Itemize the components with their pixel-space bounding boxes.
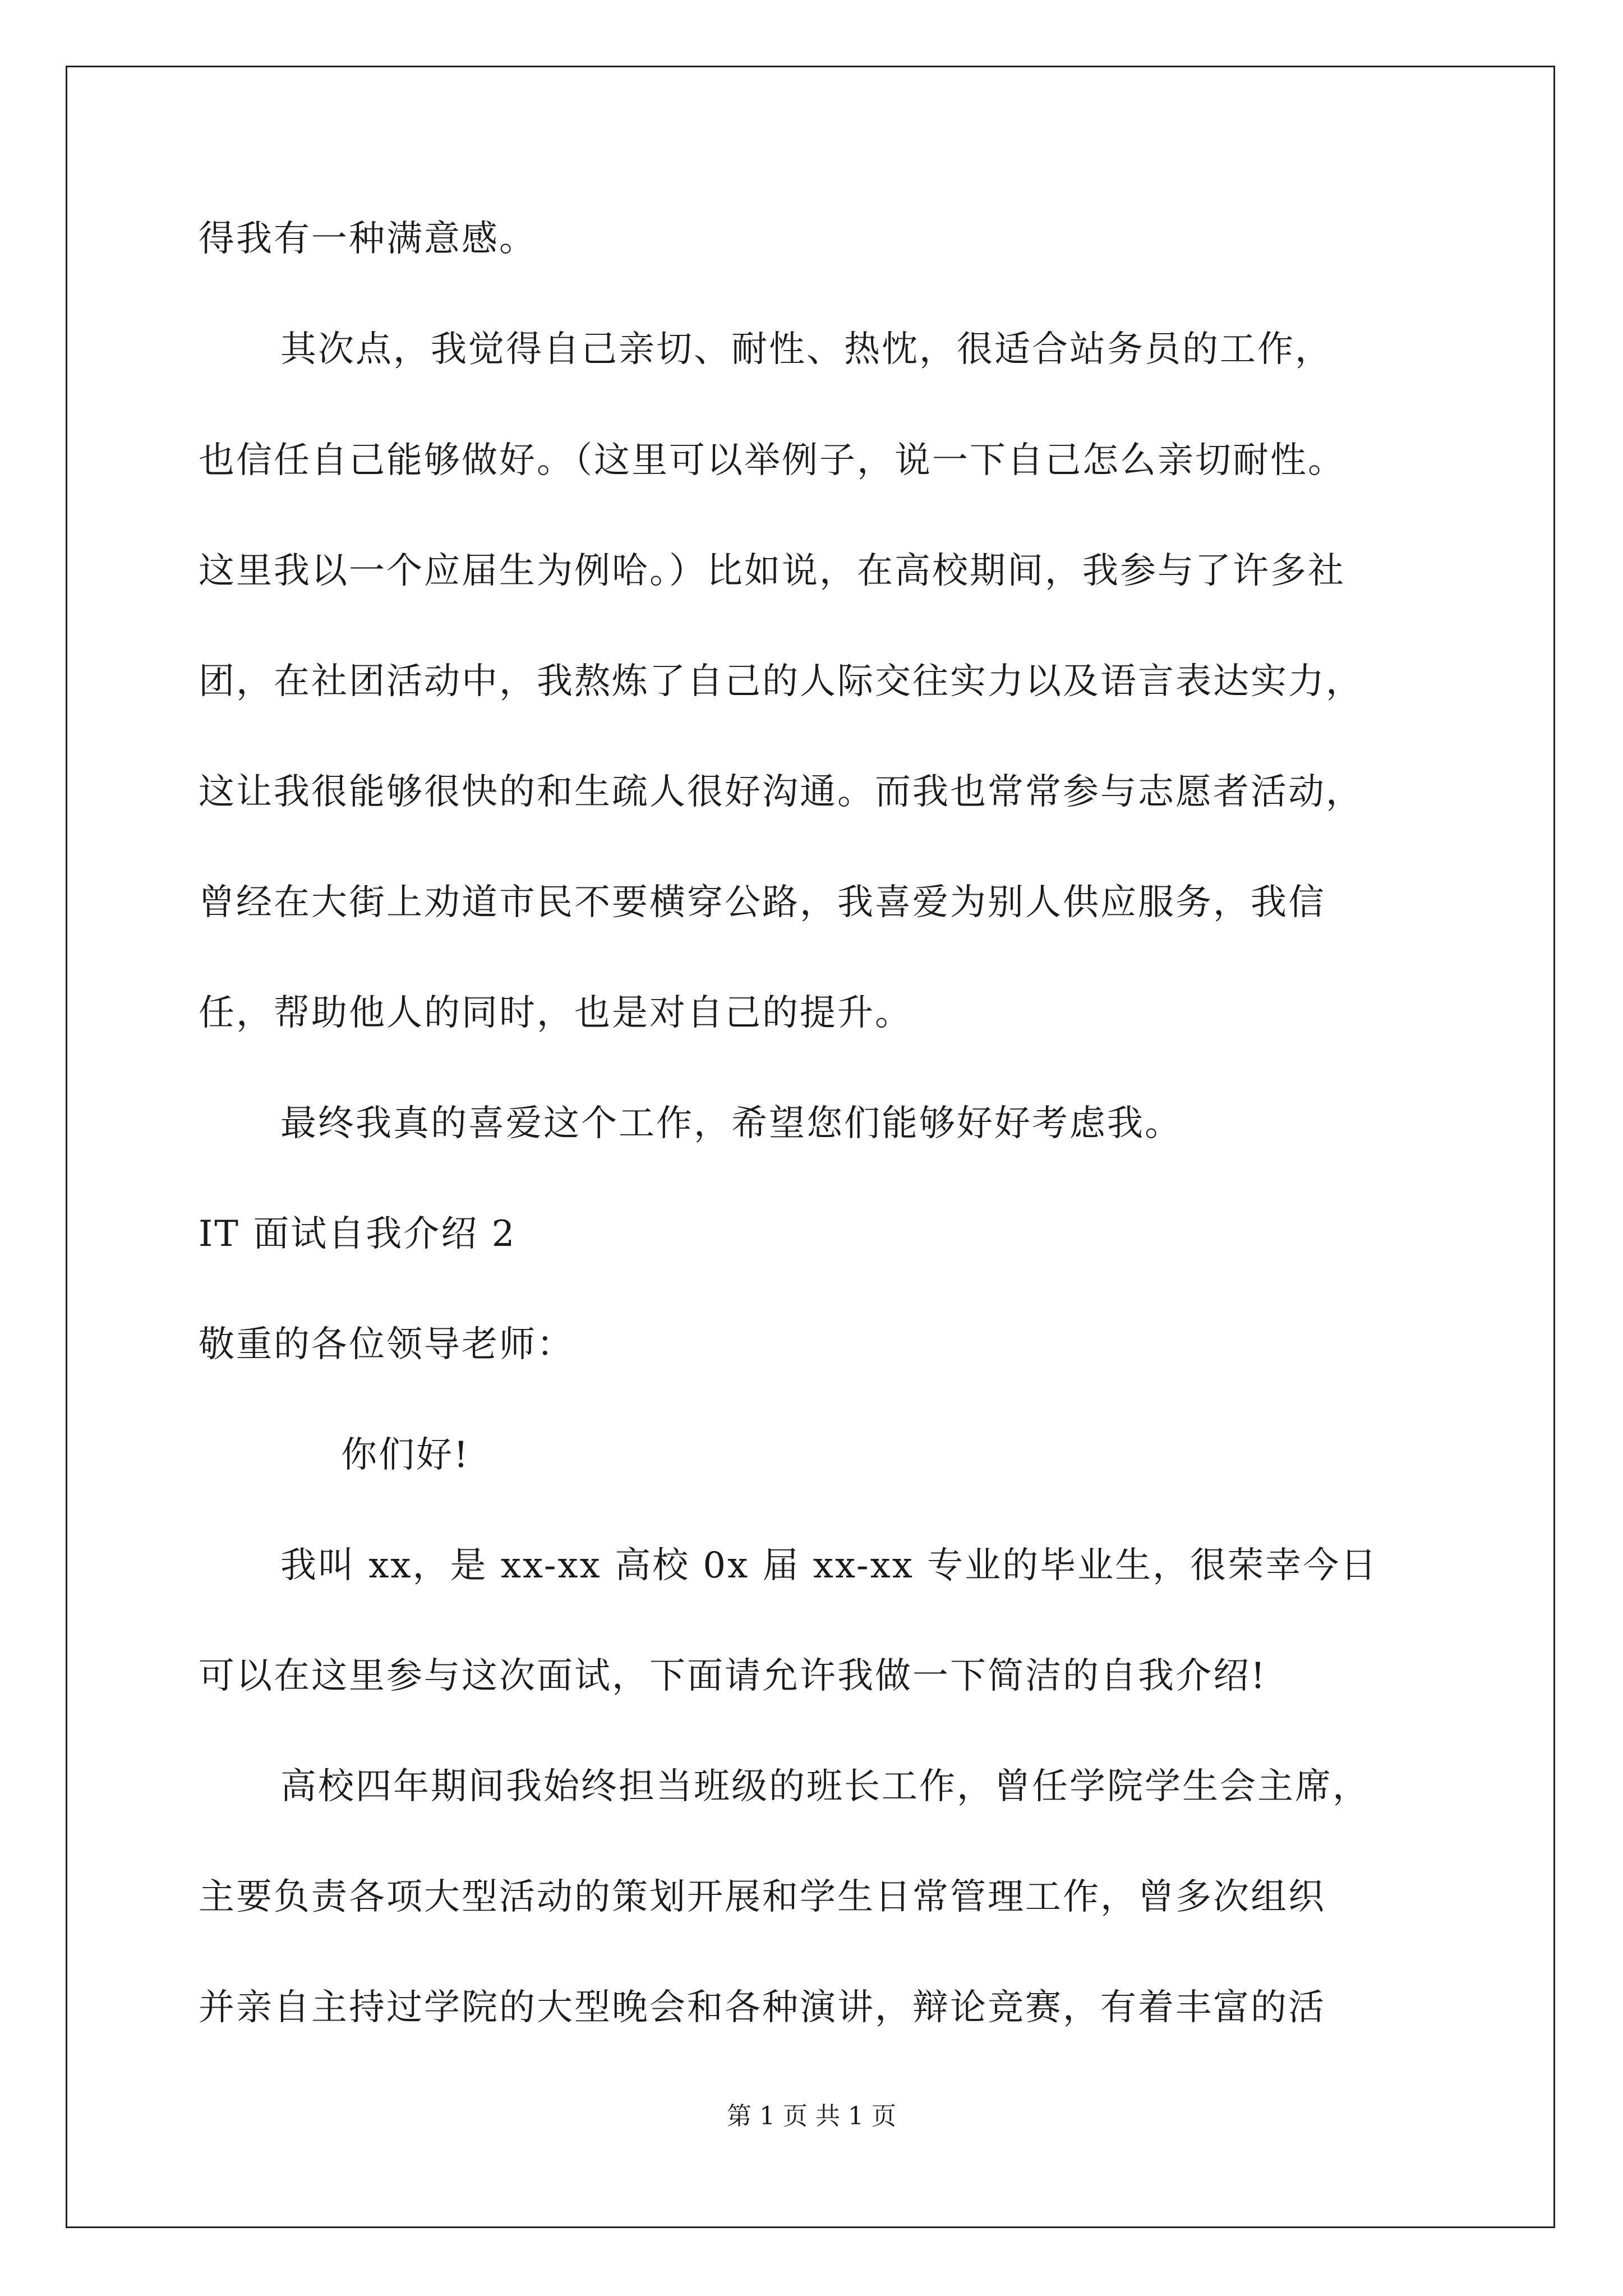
- text-line: 我叫 xx，是 xx-xx 高校 0x 届 xx-xx 专业的毕业生，很荣幸今日: [280, 1545, 1378, 1586]
- text-line: 最终我真的喜爱这个工作，希望您们能够好好考虑我。: [280, 1103, 1182, 1144]
- section-heading: IT 面试自我介绍 2: [199, 1213, 517, 1255]
- text-line: 可以在这里参与这次面试，下面请允许我做一下简洁的自我介绍!: [199, 1655, 1267, 1697]
- greeting: 你们好!: [341, 1434, 470, 1476]
- text-line: 其次点，我觉得自己亲切、耐性、热忱，很适合站务员的工作，: [280, 329, 1332, 370]
- text-line: 也信任自己能够做好。（这里可以举例子，说一下自己怎么亲切耐性。: [199, 440, 1345, 481]
- salutation: 敬重的各位领导老师：: [199, 1324, 574, 1365]
- text-line: 任，帮助他人的同时，也是对自己的提升。: [199, 992, 912, 1034]
- text-line: 曾经在大街上劝道市民不要横穿公路，我喜爱为别人供应服务，我信: [199, 882, 1326, 923]
- page-footer: 第 1 页 共 1 页: [727, 2102, 896, 2131]
- text-line: 得我有一种满意感。: [199, 218, 537, 260]
- text-line: 并亲自主持过学院的大型晚会和各种演讲，辩论竞赛，有着丰富的活: [199, 1987, 1326, 2028]
- text-line: 团，在社团活动中，我熬炼了自己的人际交往实力以及语言表达实力，: [199, 661, 1363, 702]
- text-line: 这里我以一个应届生为例哈。）比如说，在高校期间，我参与了许多社: [199, 550, 1345, 592]
- text-line: 高校四年期间我始终担当班级的班长工作，曾任学院学生会主席，: [280, 1766, 1370, 1807]
- text-line: 这让我很能够很快的和生疏人很好沟通。而我也常常参与志愿者活动，: [199, 771, 1363, 813]
- text-line: 主要负责各项大型活动的策划开展和学生日常管理工作，曾多次组织: [199, 1876, 1326, 1918]
